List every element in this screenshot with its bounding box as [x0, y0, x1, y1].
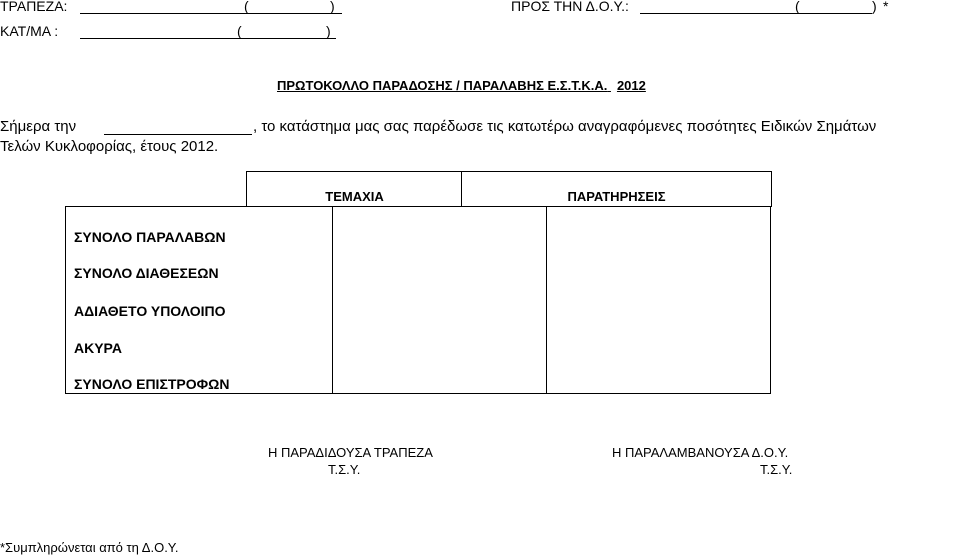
table-right-border: [770, 206, 771, 393]
table-divider-1: [332, 206, 333, 393]
row-remaining-balance: ΑΔΙΑΘΕΤΟ ΥΠΟΛΟΙΠΟ: [74, 303, 226, 319]
row-void: ΑΚΥΡΑ: [74, 340, 122, 356]
doy-asterisk: *: [883, 0, 889, 14]
table-header-notes: [461, 171, 772, 207]
signature-left-subtitle: Τ.Σ.Υ.: [328, 462, 361, 477]
body-line-2: Τελών Κυκλοφορίας, έτους 2012.: [0, 138, 219, 155]
body-line-1-rest: , το κατάστημα μας σας παρέδωσε τις κατωτέρω αναγραφόμενες ποσότητες Ειδικών Σημάτων: [253, 118, 877, 135]
row-total-returns: ΣΥΝΟΛΟ ΕΠΙΣΤΡΟΦΩΝ: [74, 376, 230, 392]
branch-paren-close: ): [326, 23, 331, 39]
bank-label: ΤΡΑΠΕΖΑ:: [0, 0, 68, 14]
signature-right-subtitle: Τ.Σ.Υ.: [760, 462, 793, 477]
row-total-received: ΣΥΝΟΛΟ ΠΑΡΑΛΑΒΩΝ: [74, 229, 226, 245]
title-main: ΠΡΩΤΟΚΟΛΛΟ ΠΑΡΑΔΟΣΗΣ / ΠΑΡΑΛΑΒΗΣ Ε.Σ.Τ.Κ.Α.: [277, 78, 608, 93]
branch-paren-open: (: [237, 23, 242, 39]
header-notes-label: ΠΑΡΑΤΗΡΗΣΕΙΣ: [567, 189, 666, 204]
signature-right-title: Η ΠΑΡΑΛΑΜΒΑΝΟΥΣΑ Δ.Ο.Υ.: [612, 445, 789, 460]
header-items-label: ΤΕΜΑΧΙΑ: [325, 189, 384, 204]
doy-field[interactable]: [640, 12, 872, 14]
body-line-1-start: Σήμερα την: [0, 118, 77, 135]
table-top-border: [65, 206, 771, 207]
table-divider-2: [546, 206, 547, 393]
bank-field[interactable]: [80, 12, 342, 14]
bank-paren-close: ): [330, 0, 335, 14]
date-field[interactable]: [104, 133, 252, 135]
table-bottom-border: [65, 393, 771, 394]
row-total-disposed: ΣΥΝΟΛΟ ΔΙΑΘΕΣΕΩΝ: [74, 265, 219, 281]
title-year: 2012: [616, 78, 646, 93]
branch-label: ΚΑΤ/ΜΑ :: [0, 23, 59, 39]
bank-paren-open: (: [244, 0, 249, 14]
table-left-border: [65, 206, 66, 393]
footnote: *Συμπληρώνεται από τη Δ.Ο.Υ.: [0, 540, 179, 555]
doy-paren-close: ): [872, 0, 877, 14]
doy-paren-open: (: [795, 0, 800, 14]
doy-label: ΠΡΟΣ ΤΗΝ Δ.Ο.Υ.:: [511, 0, 629, 14]
table-header-items: [246, 171, 462, 207]
document-title: [277, 78, 646, 93]
signature-left-title: Η ΠΑΡΑΔΙΔΟΥΣΑ ΤΡΑΠΕΖΑ: [268, 445, 433, 460]
branch-field[interactable]: [80, 37, 336, 39]
